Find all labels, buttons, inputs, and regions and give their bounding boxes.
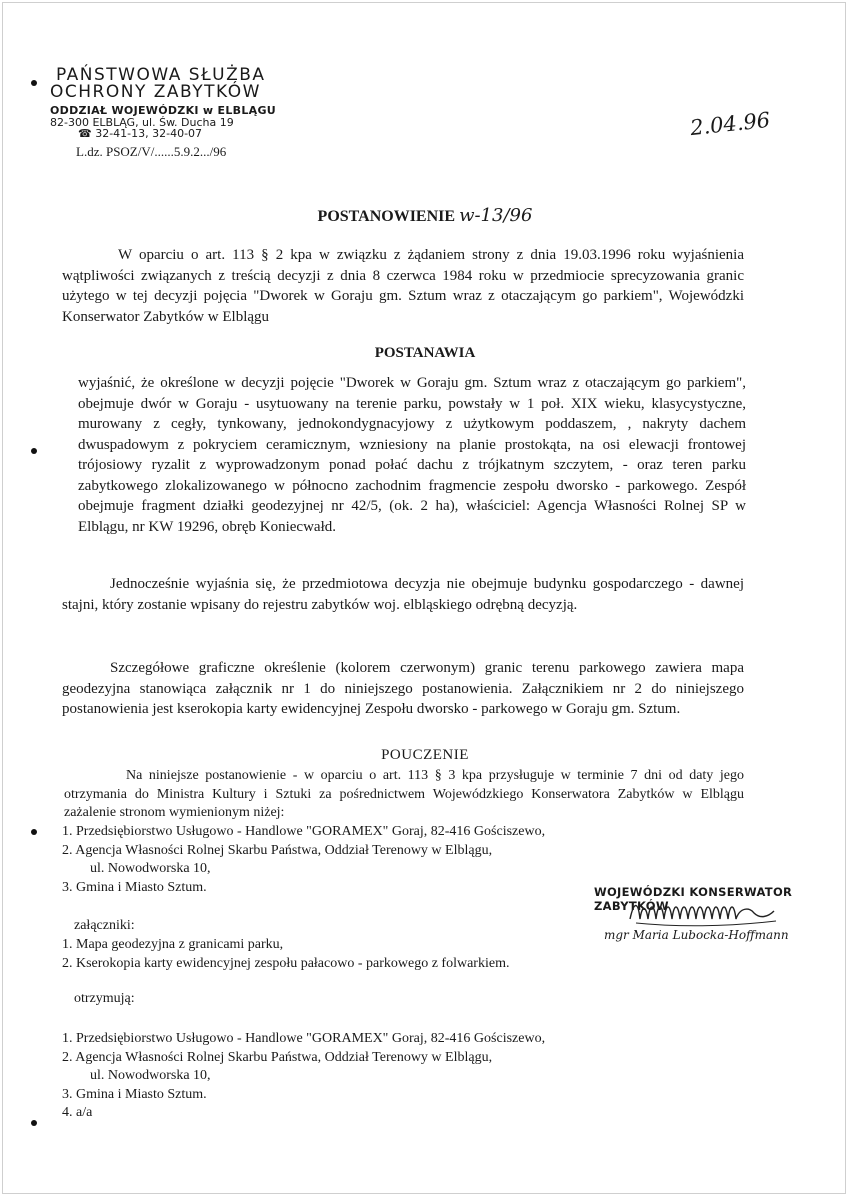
list-item: ul. Nowodworska 10, xyxy=(90,861,211,876)
punch-hole-bottom xyxy=(31,1120,37,1126)
list-item: 1. Przedsiębiorstwo Usługowo - Handlowe "GORAMEX" Goraj, 82-416 Gościszewo, xyxy=(62,1031,546,1046)
list-item: ul. Nowodworska 10, xyxy=(90,1068,211,1083)
recipients-list xyxy=(62,1030,545,1123)
clarification-paragraph: Jednocześnie wyjaśnia się, że przedmiotowa decyzja nie obejmuje budynku gospodarczego - dawnej stajni, który zostanie wpisany do rejestru zabytków woj. elbląskiego odrębną decyzją. xyxy=(62,576,744,613)
stamp-address: 82-300 ELBLĄG, ul. Św. Ducha 19 xyxy=(50,115,234,129)
office-stamp xyxy=(50,67,276,139)
signature-title: WOJEWÓDZKI KONSERWATOR ZABYTKÓW xyxy=(594,885,793,913)
attachments-list xyxy=(62,936,509,973)
list-item: 1. Mapa geodezyjna z granicami parku, xyxy=(62,937,284,952)
list-item: 3. Gmina i Miasto Sztum. xyxy=(62,1086,207,1102)
stamp-line-3: ODDZIAŁ WOJEWÓDZKI w ELBLĄGU xyxy=(50,103,276,117)
handwritten-signature xyxy=(626,897,786,931)
list-item: 3. Gmina i Miasto Sztum. xyxy=(62,879,207,895)
list-item: 1. Przedsiębiorstwo Usługowo - Handlowe "GORAMEX" Goraj, 82-416 Gościszewo, xyxy=(62,824,546,839)
list-item: 4. a/a xyxy=(62,1105,93,1120)
stamp-line-2: OCHRONY ZABYTKÓW xyxy=(50,82,261,103)
attachments-label: załączniki: xyxy=(74,918,135,933)
parties-list xyxy=(62,823,545,897)
section-title: POSTANAWIA xyxy=(374,345,476,361)
list-item: 2. Kserokopia karty ewidencyjnej zespołu pałacowo - parkowego z folwarkiem. xyxy=(62,955,510,971)
handwritten-date: 2.04.96 xyxy=(688,107,772,141)
recipients-label: otrzymują: xyxy=(74,991,135,1006)
list-item: 2. Agencja Własności Rolnej Skarbu Państwa, Oddział Terenowy w Elblągu, xyxy=(62,1049,493,1065)
instruction-paragraph: Na niniejsze postanowienie - w oparciu o art. 113 § 3 kpa przysługuje w terminie 7 dni od daty jego otrzymania do Ministra Kultury i Sztuki za pośrednictwem Wojewódzkiego Konserwatora Zabytków w Elblągu zażalenie stronom wymienionym niżej: xyxy=(64,768,744,820)
decision-paragraph: wyjaśnić, że określone w decyzji pojęcie "Dworek w Goraju gm. Sztum wraz z otaczającym go parkiem", obejmuje dwór w Goraju - usytuowany na terenie parku, powstały w 1 poł. XIX wieku, klasycystyczne, murowany z cegły, tynkowany, jednokondygnacyjowy z użytkowym poddaszem, , nakryty dachem dwuspadowym z pokryciem ceramicznym, wzniesiony na planie prostokąta, na osi elewacji frontowej trójosiowy ryzalit z wyprowadzonym ponad połać dachu z trójkatnym szczytem, - oraz teren parku zabytkowego zlokalizowanego w północno zachodnim fragmencie zespołu dworsko - parkowego. Zespół obejmuje fragment działki geodezyjnej nr 42/5, (ok. 2 ha), właściciel: Agencja Własności Rolnej SP w Elblągu, nr KW 19296, obręb Koniecwałd. xyxy=(78,375,746,535)
title-text: POSTANOWIENIE xyxy=(317,208,456,225)
signature-name: mgr Maria Lubocka-Hoffmann xyxy=(604,928,789,942)
intro-paragraph: W oparciu o art. 113 § 2 kpa w związku z żądaniem strony z dnia 19.03.1996 roku wyjaśnienia wątpliwości związanych z treścią decyzji z dnia 8 czerwca 1984 roku w przedmiocie sprecyzowania granic użytego w tej decyzji pojęcia "Dworek w Goraju gm. Sztum wraz z otaczającym go parkiem", Wojewódzki Konserwator Zabytków w Elblągu xyxy=(62,247,744,325)
stamp-line-1: PAŃSTWOWA SŁUŻBA xyxy=(56,65,266,85)
punch-hole-top xyxy=(31,80,37,86)
instruction-title: POUCZENIE xyxy=(381,747,469,763)
details-paragraph: Szczegółowe graficzne określenie (kolorem czerwonym) granic terenu parkowego zawiera mapa geodezyjna stanowiąca załącznik nr 1 do niniejszego postanowienia. Załącznikiem nr 2 do niniejszego postanowienia jest kserokopia karty ewidencyjnej Zespołu dworsko - parkowego w Goraju gm. Sztum. xyxy=(62,660,744,717)
document-title xyxy=(0,205,850,226)
stamp-phone: ☎ 32-41-13, 32-40-07 xyxy=(78,127,203,141)
reference-number: L.dz. PSOZ/V/......5.9.2.../96 xyxy=(76,144,227,159)
punch-hole-middle xyxy=(31,448,37,454)
list-item: 2. Agencja Własności Rolnej Skarbu Państwa, Oddział Terenowy w Elblągu, xyxy=(62,842,493,858)
handwritten-title-note: w-13/96 xyxy=(459,205,533,226)
punch-hole-lower xyxy=(31,829,37,835)
